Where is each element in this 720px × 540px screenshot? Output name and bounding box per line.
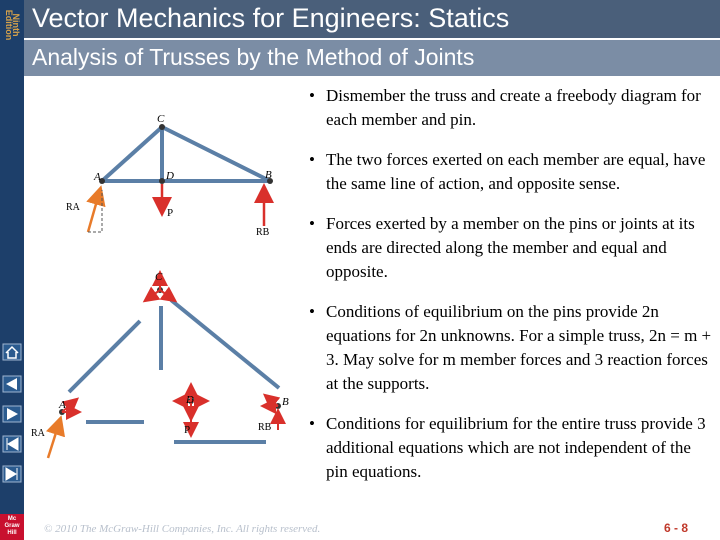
first-slide-icon[interactable] xyxy=(2,435,22,453)
label-ra-bottom: RA xyxy=(31,428,45,439)
bullet-item: • Conditions of equilibrium on the pins provide 2n equations for 2n unknowns. For a simple truss, 2n = m + 3. May solve for m member forces and 3 reaction forces at the supports. xyxy=(309,302,712,393)
label-b-top: B xyxy=(265,169,272,181)
label-ra-top: RA xyxy=(66,202,80,213)
label-d-bottom: D xyxy=(186,394,194,406)
label-b-bottom: B xyxy=(282,396,289,408)
page-number: 6 - 8 xyxy=(664,521,689,535)
label-rb-top: RB xyxy=(256,227,270,238)
previous-icon[interactable] xyxy=(2,375,22,393)
bullet-item: • Conditions for equilibrium for the entire truss provide 3 additional equations which are not independent of the pin equations. xyxy=(309,414,706,481)
label-a-top: A xyxy=(94,171,101,183)
label-c-bottom: C xyxy=(155,271,163,283)
bullet-text: The two forces exerted on each member are equal, have the same line of action, and opposite sense. xyxy=(326,150,706,193)
bullet-text: Conditions for equilibrium for the entire truss provide 3 additional equations which are not independent of the pin equations. xyxy=(326,414,706,481)
publisher-logo: Mc Graw Hill xyxy=(0,514,24,540)
header-bar xyxy=(24,0,720,38)
label-p-bottom: P xyxy=(184,424,191,436)
label-d-top: D xyxy=(166,170,174,182)
bullet-item: • Dismember the truss and create a freebody diagram for each member and pin. xyxy=(309,86,701,129)
label-p-top: P xyxy=(167,207,174,219)
page-title: Vector Mechanics for Engineers: Statics xyxy=(32,3,510,33)
bullet-item: • Forces exerted by a member on the pins or joints at its ends are directed along the member and equal and opposite. xyxy=(309,214,695,281)
slide-subtitle: Analysis of Trusses by the Method of Joints xyxy=(32,44,475,70)
label-rb-bottom: RB xyxy=(258,422,272,433)
subheader-bar xyxy=(24,40,720,76)
bullet-text: Conditions of equilibrium on the pins provide 2n equations for 2n unknowns. For a simple truss, 2n = m + 3. May solve for m member forces and 3 reaction forces at the supports. xyxy=(326,302,712,393)
bullet-text: Forces exerted by a member on the pins or joints at its ends are directed along the member and equal and opposite. xyxy=(326,214,695,281)
bullet-list xyxy=(306,84,716,500)
sidebar xyxy=(0,0,24,540)
next-icon[interactable] xyxy=(2,405,22,423)
label-a-bottom: A xyxy=(59,399,66,411)
truss-figure xyxy=(26,100,306,520)
last-slide-icon[interactable] xyxy=(2,465,22,483)
bullet-item: • The two forces exerted on each member are equal, have the same line of action, and opposite sense. xyxy=(309,150,706,193)
dismembered-truss xyxy=(31,271,289,458)
label-c-top: C xyxy=(157,113,165,125)
copyright-footer: © 2010 The McGraw-Hill Companies, Inc. All rights reserved. xyxy=(44,523,321,535)
edition-label: Ninth Edition xyxy=(4,9,21,41)
home-icon[interactable] xyxy=(2,343,22,361)
assembled-truss xyxy=(66,113,273,238)
bullet-text: Dismember the truss and create a freebody diagram for each member and pin. xyxy=(326,86,701,129)
